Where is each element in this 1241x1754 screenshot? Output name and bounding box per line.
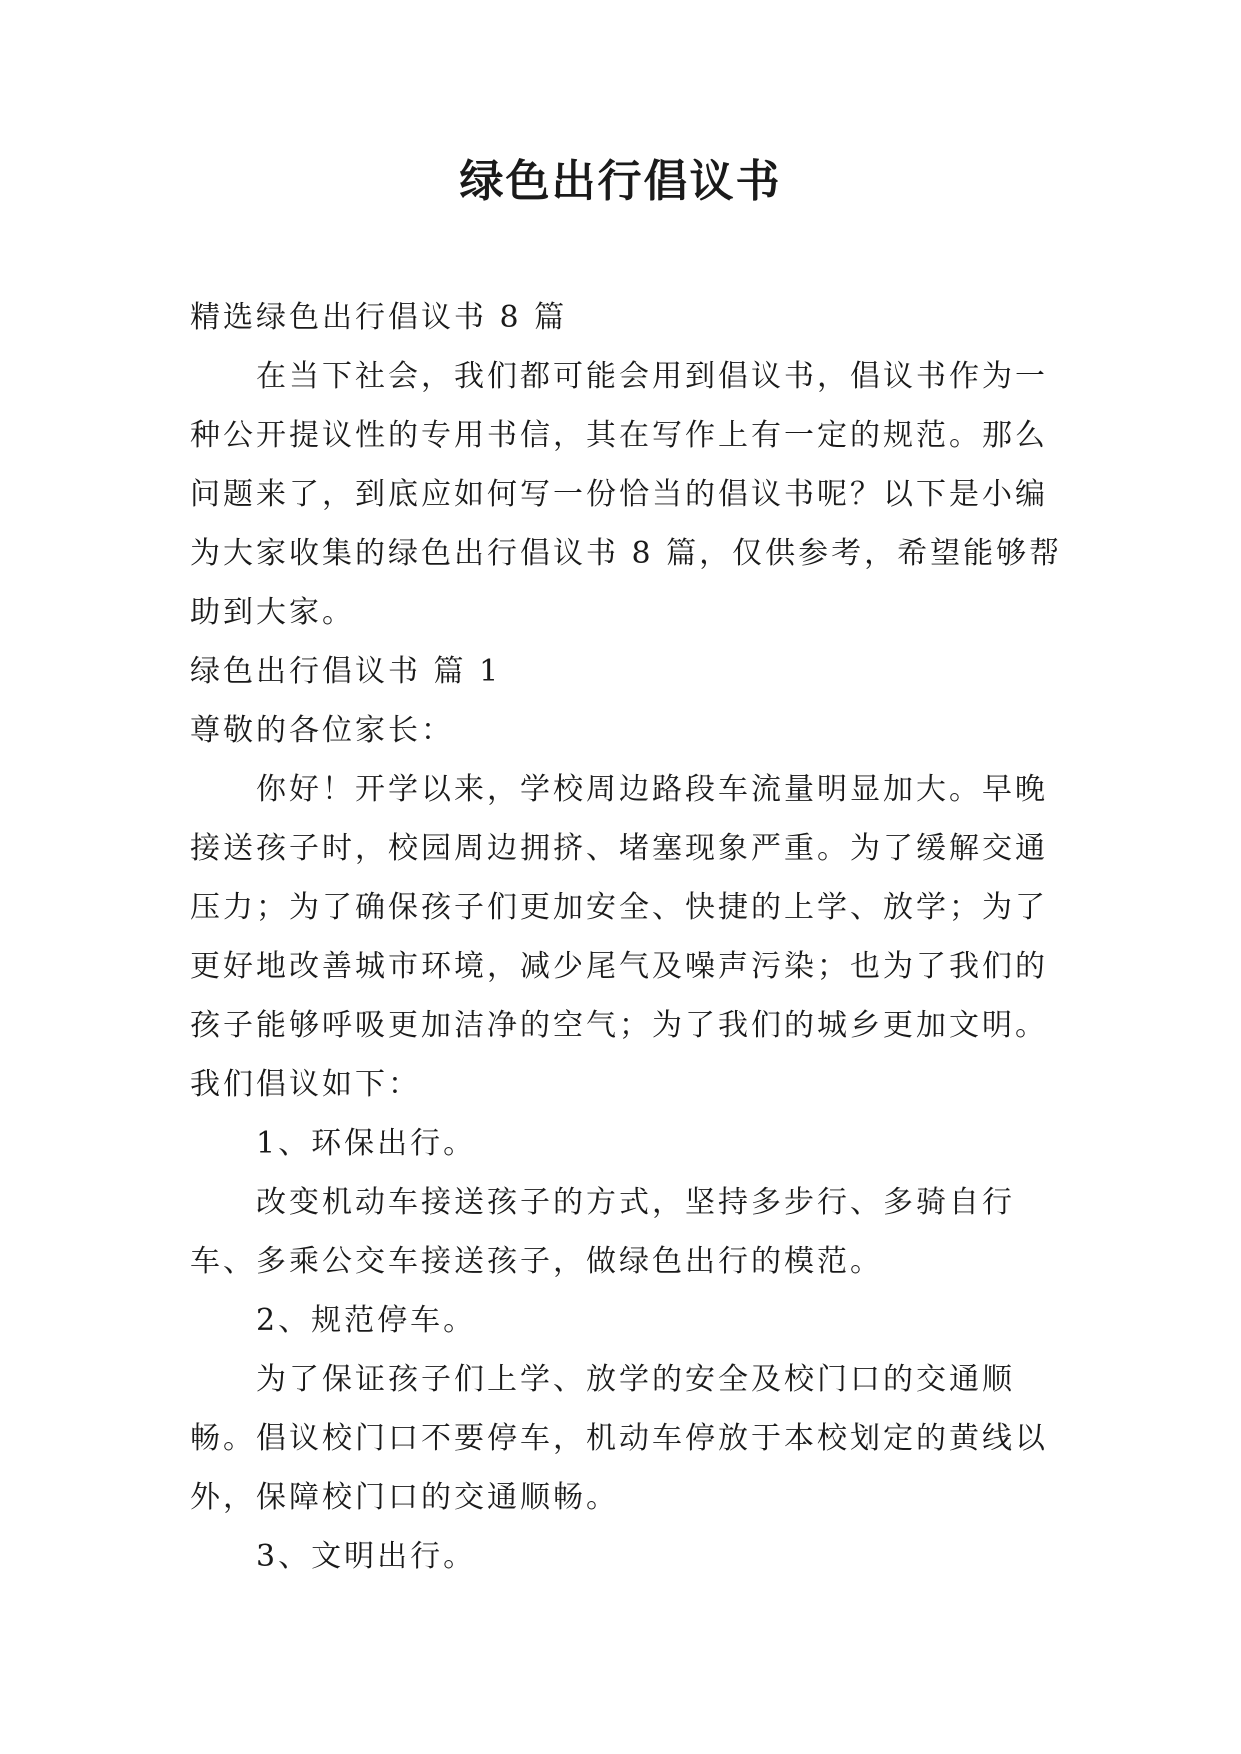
list-item-body-1: 改变机动车接送孩子的方式，坚持多步行、多骑自行车、多乘公交车接送孩子，做绿色出行的模范。: [190, 1185, 1015, 1279]
paragraph-greeting: 你好！开学以来，学校周边路段车流量明显加大。早晚接送孩子时，校园周边拥挤、堵塞现象严重。为了缓解交通压力；为了确保孩子们更加安全、快捷的上学、放学；为了更好地改善城市环境，减少尾气及噪声污染；也为了我们的孩子能够呼吸更加洁净的空气；为了我们的城乡更加文明。: [190, 772, 1048, 1043]
list-item-body-2: 为了保证孩子们上学、放学的安全及校门口的交通顺畅。倡议校门口不要停车，机动车停放于本校划定的黄线以外，保障校门口的交通顺畅。: [190, 1362, 1048, 1515]
list-item-heading-3: 3、文明出行。: [256, 1539, 477, 1574]
paragraph-proposal-lead: 我们倡议如下：: [190, 1067, 421, 1102]
list-item-heading-2: 2、规范停车。: [256, 1303, 477, 1338]
document-body: [190, 288, 1070, 1586]
paragraph-intro-heading: 精选绿色出行倡议书 8 篇: [190, 300, 568, 335]
document-title: 绿色出行倡议书: [459, 156, 782, 207]
section-heading-1: 绿色出行倡议书 篇 1: [190, 654, 502, 689]
paragraph-intro: 在当下社会，我们都可能会用到倡议书，倡议书作为一种公开提议性的专用书信，其在写作上有一定的规范。那么问题来了，到底应如何写一份恰当的倡议书呢？以下是小编为大家收集的绿色出行倡议书 8 篇，仅供参考，希望能够帮助到大家。: [190, 359, 1063, 630]
salutation: 尊敬的各位家长：: [190, 713, 454, 748]
list-item-heading-1: 1、环保出行。: [256, 1126, 477, 1161]
